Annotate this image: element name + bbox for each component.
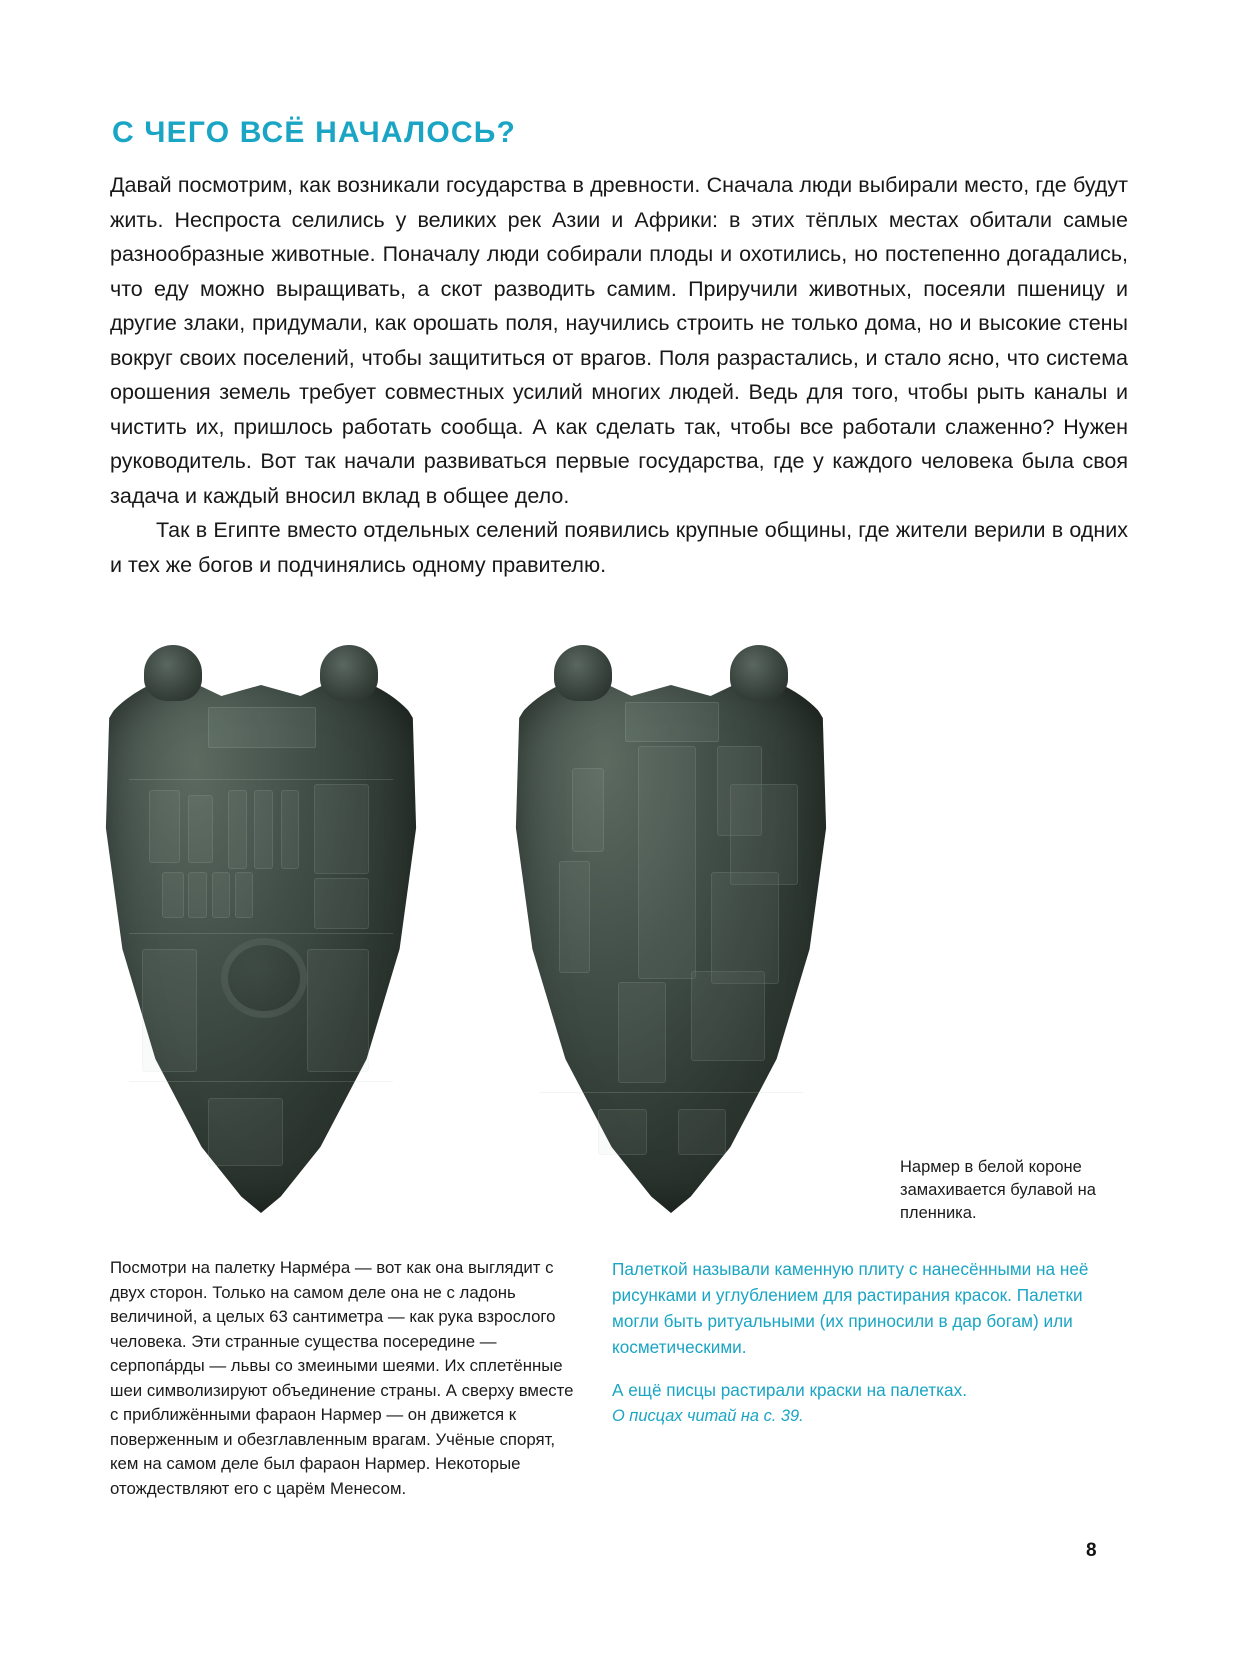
sidebar-cross-reference: О писцах читай на с. 39. (612, 1407, 804, 1425)
sidebar-paragraph-1: Палеткой называли каменную плиту с нанесёнными на неё рисунками и углублением для растирания красок. Палетки могли быть ритуальными (их приносили в дар богам) или косметическими. (612, 1259, 1089, 1357)
palette-knob-left-1 (144, 645, 202, 701)
palette-image-left (96, 645, 426, 1213)
figure-caption: Нармер в белой короне замахивается булавой на пленника. (900, 1158, 1096, 1222)
palette-stone-right (506, 663, 836, 1213)
body-paragraph-1: Давай посмотрим, как возникали государства в древности. Сначала люди выбирали место, где будут жить. Неспроста селились у великих рек Азии и Африки: в этих тёплых местах обитали самые разнообразные животные. Поначалу люди собирали плоды и охотились, но постепенно догадались, что еду можно выращивать, а скот разводить самим. Приручили животных, посеяли пшеницу и другие злаки, придумали, как орошать поля, научились строить не только дома, но и высокие стены вокруг своих поселений, чтобы защититься от врагов. Поля разрастались, и стало ясно, что система орошения земель требует совместных усилий многих людей. Ведь для того, чтобы рыть каналы и чистить их, пришлось работать сообща. А как сделать так, чтобы все работали слаженно? Нужен руководитель. Вот так начали развиваться первые государства, где у каждого человека была своя задача и каждый вносил вклад в общее дело. (110, 173, 1128, 508)
palette-knob-right-1 (554, 645, 612, 701)
page-title: С ЧЕГО ВСЁ НАЧАЛОСЬ? (112, 116, 517, 150)
page-number: 8 (1086, 1540, 1097, 1561)
column-left-text: Посмотри на палетку Нарме́ра — вот как она выглядит с двух сторон. Только на самом деле она не с ладонь величиной, а целых 63 сантиметра — как рука взрослого человека. Эти странные существа посередине — серпопа́рды — львы со змеиными шеями. Их сплетённые шеи символизируют объединение страны. А сверху вместе с приближёнными фараон Нармер — он движется к поверженным и обезглавленным врагам. Учёные спорят, кем на самом деле был фараон Нармер. Некоторые отождествляют его с царём Менесом. (110, 1258, 574, 1498)
figure-narmer-palette (96, 645, 1036, 1215)
column-right-sidebar (612, 1256, 1090, 1429)
palette-image-right (506, 645, 836, 1213)
body-paragraph-2: Так в Египте вместо отдельных селений появились крупные общины, где жители верили в одних и тех же богов и подчинялись одному правителю. (110, 518, 1128, 577)
body-text-block (110, 168, 1128, 582)
sidebar-paragraph-2: А ещё писцы растирали краски на палетках. (612, 1380, 967, 1400)
palette-knob-left-2 (320, 645, 378, 701)
palette-stone-left (96, 663, 426, 1213)
palette-knob-right-2 (730, 645, 788, 701)
